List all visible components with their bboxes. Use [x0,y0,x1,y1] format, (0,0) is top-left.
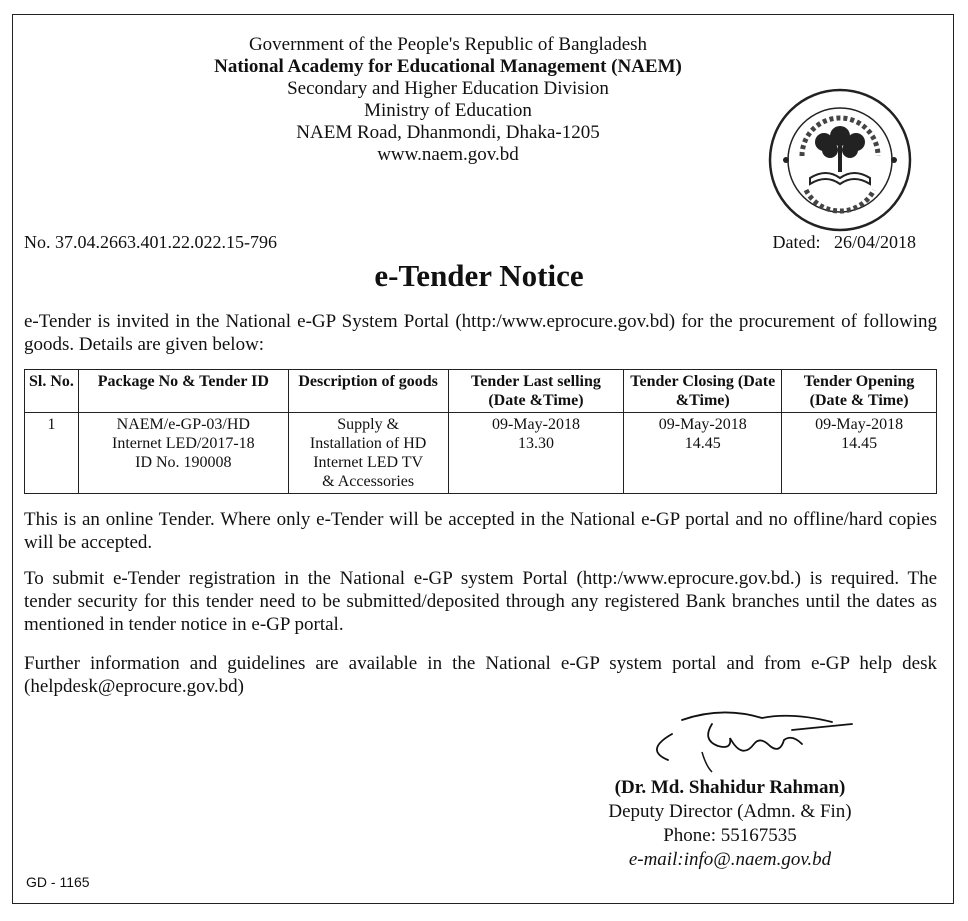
col-header-opening: Tender Opening (Date & Time) [782,370,937,413]
cell-description [288,413,448,494]
col-header-description: Description of goods [288,370,448,413]
opening-date: 09-May-2018 [815,416,904,433]
reference-number: No. 37.04.2663.401.22.022.15-796 [24,232,277,252]
package-line: NAEM/e-GP-03/HD [116,416,250,433]
signatory-block [560,776,900,872]
footer-code: GD - 1165 [26,874,90,890]
last-selling-time: 13.30 [517,435,554,452]
dated-label: Dated: [772,232,821,252]
last-selling-date: 09-May-2018 [491,416,580,433]
col-header-closing: Tender Closing (Date &Time) [624,370,782,413]
reference-line [24,232,916,253]
naem-seal-icon [766,86,914,234]
online-tender-paragraph: This is an online Tender. Where only e-Tender will be accepted in the National e-GP portal and no offline/hard copies will be accepted. [24,509,937,553]
description-line: Supply & [337,416,400,433]
cell-sl: 1 [25,413,79,494]
letterhead [0,34,896,166]
package-line: Internet LED/2017-18 [112,435,255,452]
dated-value: 26/04/2018 [833,232,916,252]
description-line: Internet LED TV [313,454,424,471]
package-line: ID No. 190008 [135,454,232,471]
closing-date: 09-May-2018 [658,416,747,433]
signatory-name: (Dr. Md. Shahidur Rahman) [614,777,846,798]
address-line: NAEM Road, Dhanmondi, Dhaka-1205 [296,122,600,143]
description-line: Installation of HD [309,435,427,452]
col-header-sl: Sl. No. [25,370,79,413]
cell-opening [782,413,937,494]
signatory-designation: Deputy Director (Admn. & Fin) [608,801,852,822]
helpdesk-paragraph: Further information and guidelines are available in the National e-GP system portal and from e-GP help desk (helpdesk@eprocure.gov.bd) [24,653,937,697]
date-block [773,232,917,253]
opening-time: 14.45 [841,435,878,452]
table-header-row [25,370,937,413]
cell-package [78,413,288,494]
website-line: www.naem.gov.bd [377,144,519,165]
signatory-phone: Phone: 55167535 [663,825,797,846]
institution-name: National Academy for Educational Management (NAEM) [214,56,682,77]
ministry-line: Ministry of Education [364,100,532,121]
intro-paragraph: e-Tender is invited in the National e-GP System Portal (http:/www.eprocure.gov.bd) for the procurement of following goods. Details are given below: [24,311,937,355]
govt-line: Government of the People's Republic of Bangladesh [248,34,648,55]
cell-last-selling [448,413,624,494]
notice-title: e-Tender Notice [374,258,584,293]
col-header-package: Package No & Tender ID [78,370,288,413]
table-row [25,413,937,494]
col-header-last-selling: Tender Last selling (Date &Time) [448,370,624,413]
closing-time: 14.45 [684,435,721,452]
signatory-email: e-mail:info@.naem.gov.bd [628,849,832,870]
description-line: & Accessories [322,473,415,490]
division-line: Secondary and Higher Education Division [287,78,609,99]
tender-table [24,369,937,494]
cell-closing [624,413,782,494]
registration-paragraph: To submit e-Tender registration in the National e-GP system Portal (http:/www.eprocure.gov.bd.) is required. The tender security for this tender need to be submitted/deposited through any registered Bank branches until the dates as mentioned in tender notice in e-GP portal. [24,568,937,635]
signature-icon [642,700,872,780]
